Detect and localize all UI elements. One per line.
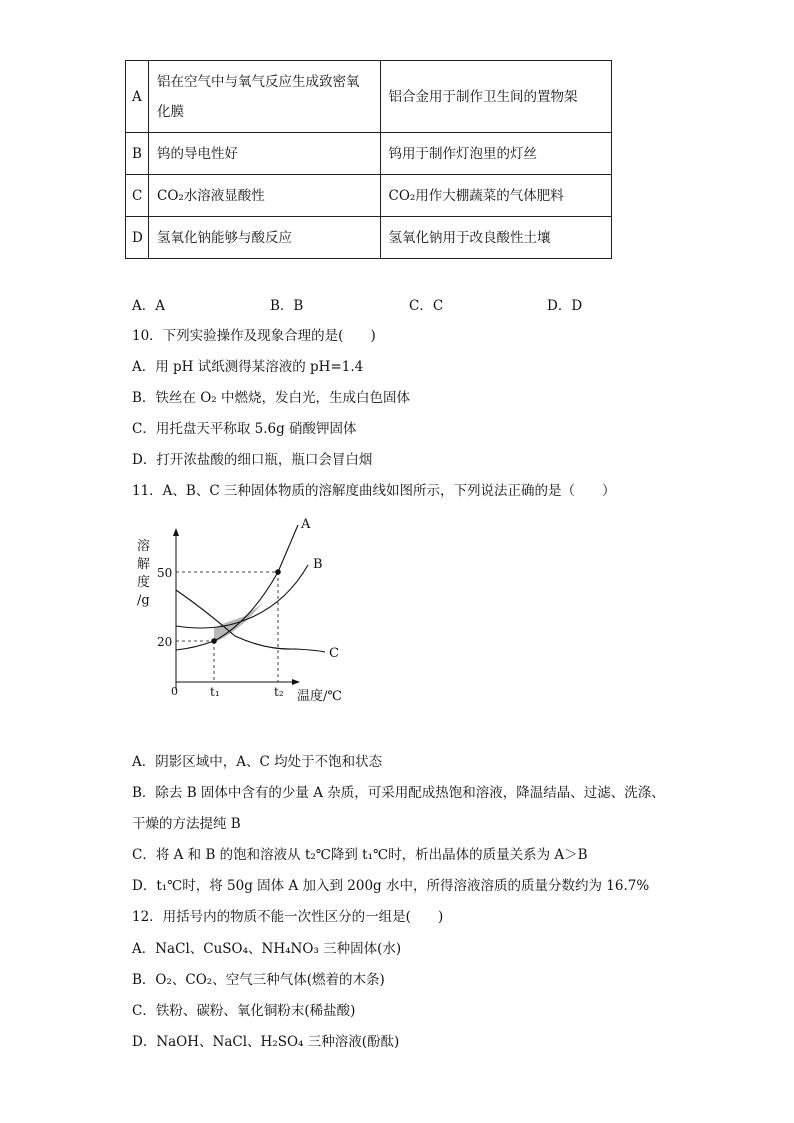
q11-option-b: B．除去 B 固体中含有的少量 A 杂质，可采用配成热饱和溶液，降温结晶、过滤、洗涤、 [132, 785, 665, 801]
q9-option-c: C．C [409, 298, 444, 314]
q12-option-c: C．铁粉、碳粉、氧化铜粉末(稀盐酸) [132, 1003, 356, 1019]
ylabel-char-3: 度 [137, 575, 151, 590]
row-key: A [126, 61, 149, 133]
origin-label: 0 [171, 685, 178, 698]
q12-option-b: B．O₂、CO₂、空气三种气体(燃着的木条) [132, 972, 385, 988]
q12-option-a: A．NaCl、CuSO₄、NH₄NO₃ 三种固体(水) [132, 941, 402, 957]
q10-stem: 10．下列实验操作及现象合理的是( ) [132, 328, 376, 344]
x-axis-arrow [292, 679, 300, 685]
series-label-c: C [329, 646, 339, 661]
q10-option-d: D．打开浓盐酸的细口瓶，瓶口会冒白烟 [132, 452, 373, 468]
q11-stem: 11．A、B、C 三种固体物质的溶解度曲线如图所示，下列说法正确的是（ ） [132, 483, 616, 499]
ylabel-char-4: /g [137, 593, 150, 608]
q11-option-d: D．t₁℃时，将 50g 固体 A 加入到 200g 水中，所得溶液溶质的质量分数约为 16.7% [132, 878, 650, 894]
series-label-b: B [313, 557, 323, 572]
q10-option-b: B．铁丝在 O₂ 中燃烧，发白光，生成白色固体 [132, 390, 410, 406]
row-property: CO₂水溶液显酸性 [149, 175, 381, 217]
curve-c [176, 590, 325, 652]
solubility-chart [125, 510, 365, 710]
row-key: C [126, 175, 149, 217]
ylabel-char-2: 解 [137, 557, 151, 572]
q9-option-b: B．B [270, 298, 304, 314]
x-tick-t2: t₂ [274, 685, 284, 699]
q9-option-d: D．D [547, 298, 583, 314]
row-property: 钨的导电性好 [149, 133, 381, 175]
table-row [126, 175, 612, 217]
row-use: CO₂用作大棚蔬菜的气体肥料 [380, 175, 612, 217]
q12-option-d: D．NaOH、NaCl、H₂SO₄ 三种溶液(酚酞) [132, 1034, 400, 1050]
q11-option-b-cont: 干燥的方法提纯 B [132, 816, 241, 832]
point-t2-50 [275, 569, 281, 575]
row-use: 铝合金用于制作卫生间的置物架 [380, 61, 612, 133]
row-key: D [126, 217, 149, 259]
row-property: 氢氧化钠能够与酸反应 [149, 217, 381, 259]
point-t1-20 [211, 638, 217, 644]
table-row [126, 217, 612, 259]
q9-option-a: A．A [132, 298, 165, 314]
table-row [126, 61, 612, 133]
y-tick-50: 50 [157, 566, 173, 580]
table-row [126, 133, 612, 175]
y-tick-20: 20 [157, 635, 173, 649]
row-key: B [126, 133, 149, 175]
row-use: 氢氧化钠用于改良酸性土壤 [380, 217, 612, 259]
series-label-a: A [301, 517, 311, 532]
xlabel: 温度/℃ [297, 689, 342, 704]
ylabel-char-1: 溶 [137, 539, 151, 554]
q11-option-a: A．阴影区域中，A、C 均处于不饱和状态 [132, 754, 383, 770]
row-property: 铝在空气中与氧气反应生成致密氧化膜 [149, 61, 381, 133]
curve-a [176, 525, 298, 650]
q10-option-a: A．用 pH 试纸测得某溶液的 pH=1.4 [132, 359, 364, 375]
q11-option-c: C．将 A 和 B 的饱和溶液从 t₂℃降到 t₁℃时，析出晶体的质量关系为 A＞B [132, 847, 588, 863]
row-use: 钨用于制作灯泡里的灯丝 [380, 133, 612, 175]
x-tick-t1: t₁ [210, 685, 220, 699]
q12-stem: 12．用括号内的物质不能一次性区分的一组是( ) [132, 909, 444, 925]
q9-table [125, 60, 612, 259]
y-axis-arrow [173, 528, 179, 536]
q10-option-c: C．用托盘天平称取 5.6g 硝酸钾固体 [132, 421, 357, 437]
